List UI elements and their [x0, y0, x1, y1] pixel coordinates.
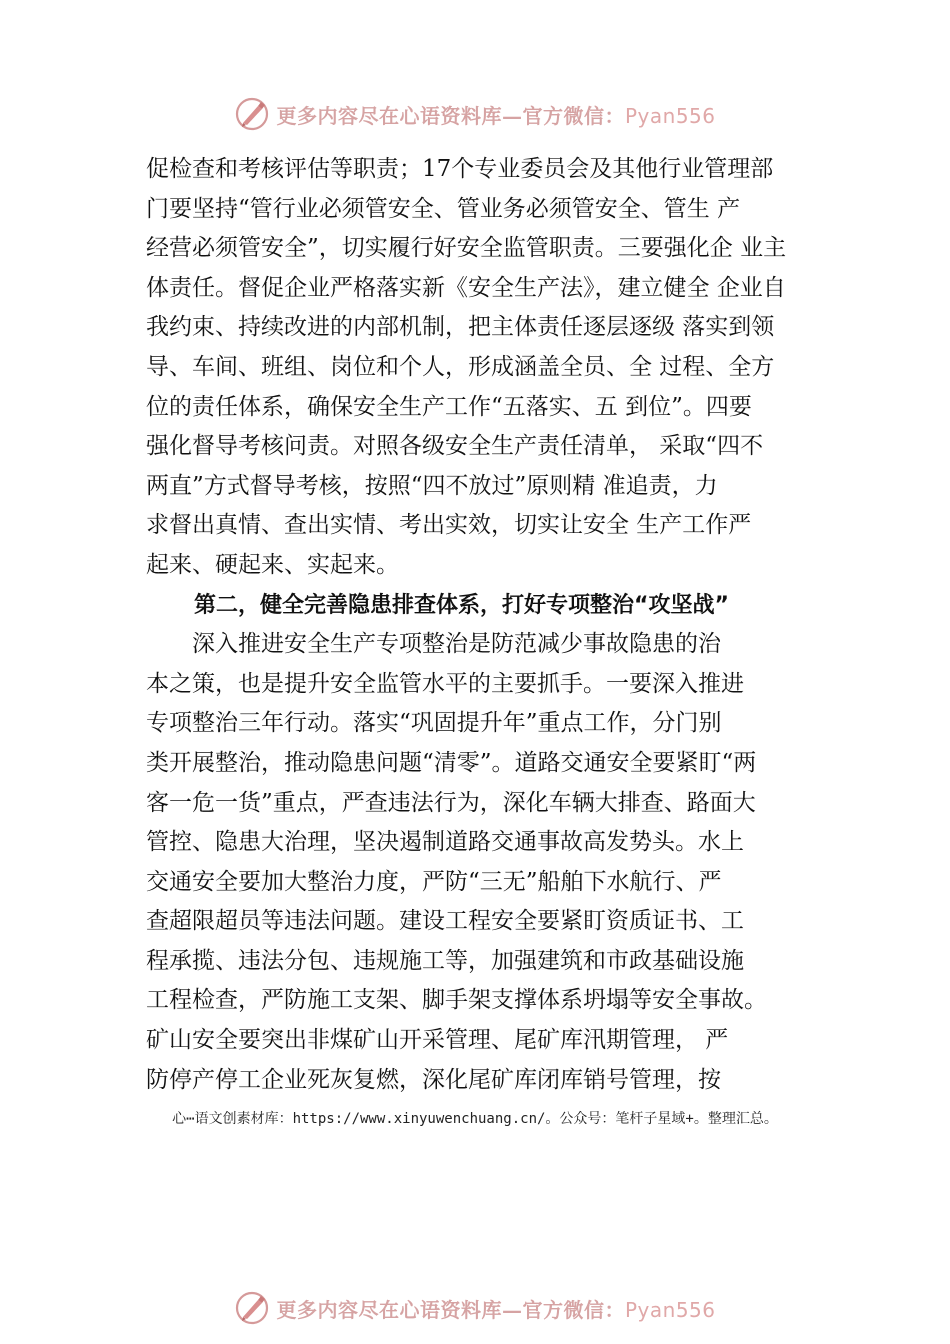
text-line: 管控、隐患大治理，坚决遏制道路交通事故高发势头。水上 [146, 829, 744, 856]
watermark-text: 更多内容尽在心语资料库—官方微信：Pyan556 [276, 103, 716, 128]
text-line: 经营必须管安全”，切实履行好安全监管职责。三要强化企 业主 [146, 235, 787, 262]
text-line: 两直”方式督导考核，按照“四不放过”原则精 准追责，力 [146, 472, 718, 499]
watermark-id: Pyan556 [624, 103, 716, 128]
footer-watermark [0, 1288, 950, 1328]
section-heading: 第二，健全完善隐患排查体系，打好专项整治“攻坚战” [194, 592, 729, 618]
text-line: 门要坚持“管行业必须管安全、管业务必须管安全、管生 产 [146, 195, 741, 222]
text-line: 防停产停工企业死灰复燃，深化尾矿库闭库销号管理，按 [146, 1066, 721, 1093]
pen-quill-logo-icon [234, 96, 270, 132]
text-line: 查超限超员等违法问题。建设工程安全要紧盯资质证书、工 [146, 908, 744, 935]
paragraph-2 [146, 625, 836, 1100]
header-watermark [0, 94, 950, 134]
footer-source-note: 心⋯语文创素材库：https://www.xinyuwenchuang.cn/。公众号：笔杆子星域+。整理汇总。 [172, 1111, 778, 1127]
paragraph-1 [146, 150, 836, 586]
text-line: 工程检查，严防施工支架、脚手架支撑体系坍塌等安全事故。 [146, 987, 767, 1014]
text-line: 体责任。督促企业严格落实新《安全生产法》，建立健全 企业自 [146, 274, 786, 301]
text-line: 本之策，也是提升安全监管水平的主要抓手。一要深入推进 [146, 670, 744, 697]
text-line: 起来、硬起来、实起来。 [146, 551, 399, 578]
text-line: 导、车间、班组、岗位和个人，形成涵盖全员、全 过程、全方 [146, 353, 775, 380]
text-line: 类开展整治，推动隐患问题“清零”。道路交通安全要紧盯“两 [146, 749, 757, 776]
text-line: 促检查和考核评估等职责；17个专业委员会及其他行业管理部 [146, 156, 774, 182]
text-line: 专项整治三年行动。落实“巩固提升年”重点工作，分门别 [146, 710, 722, 737]
document-body [146, 150, 836, 1100]
text-line: 交通安全要加大整治力度，严防“三无”船舶下水航行、严 [146, 868, 722, 895]
text-line: 客一危一货”重点，严查违法行为，深化车辆大排查、路面大 [146, 789, 756, 816]
text-line: 矿山安全要突出非煤矿山开采管理、尾矿库汛期管理， 严 [146, 1027, 729, 1054]
text-line: 深入推进安全生产专项整治是防范减少事故隐患的治 [146, 631, 721, 658]
text-line: 程承揽、违法分包、违规施工等，加强建筑和市政基础设施 [146, 947, 744, 974]
watermark-id: Pyan556 [624, 1297, 716, 1322]
text-line: 我约束、持续改进的内部机制，把主体责任逐层逐级 落实到领 [146, 314, 775, 341]
text-line: 强化督导考核问责。对照各级安全生产责任清单， 采取“四不 [146, 433, 764, 460]
text-line: 求督出真情、查出实情、考出实效，切实让安全 生产工作严 [146, 512, 752, 539]
watermark-text: 更多内容尽在心语资料库—官方微信：Pyan556 [276, 1297, 716, 1322]
pen-quill-logo-icon [234, 1290, 270, 1326]
text-line: 位的责任体系，确保安全生产工作“五落实、五 到位”。四要 [146, 393, 752, 420]
